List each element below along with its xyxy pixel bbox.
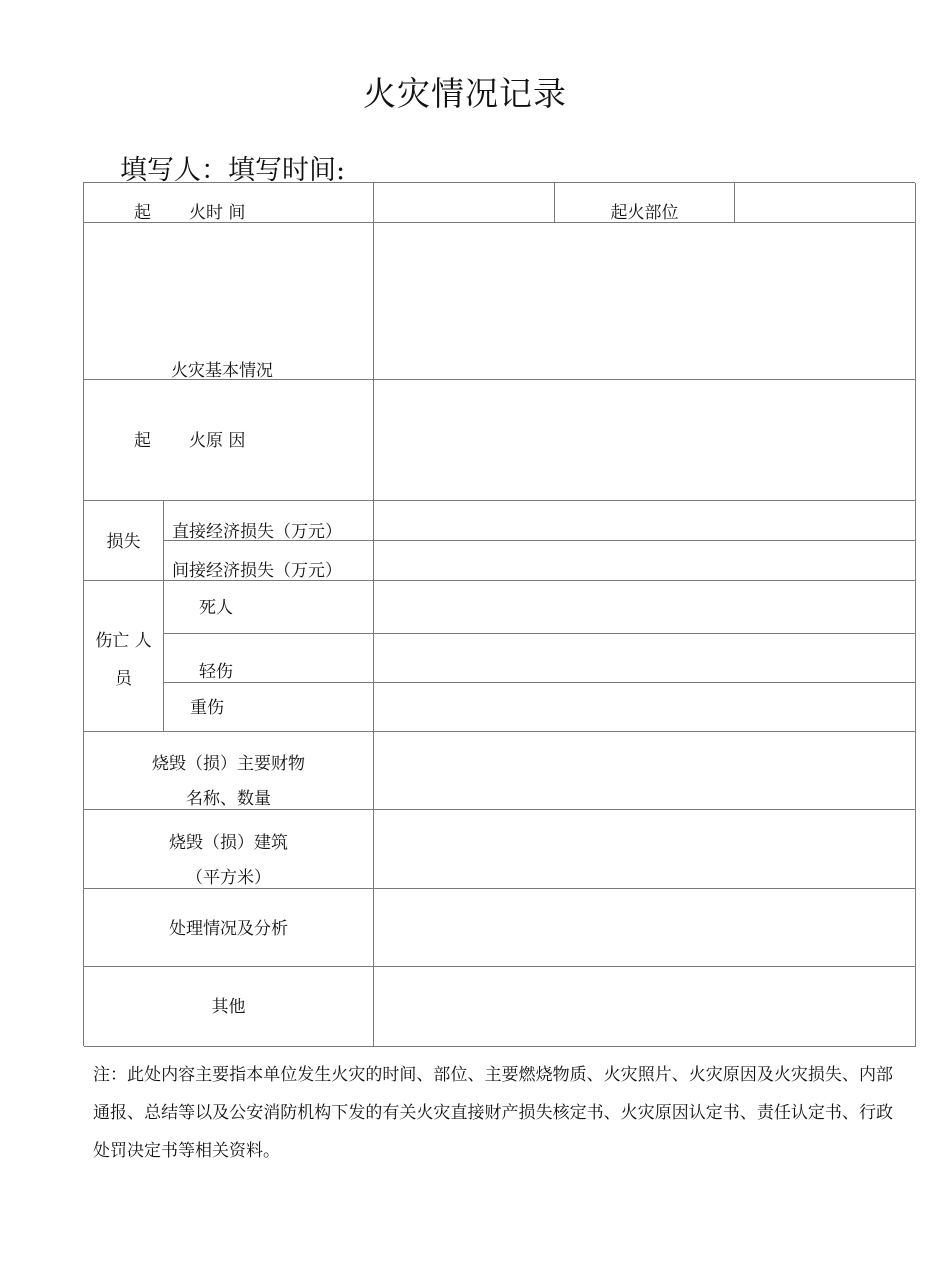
fire-time-label-b: 火时 间 <box>189 203 246 223</box>
building-value-cell[interactable] <box>374 810 916 889</box>
cause-value-cell[interactable] <box>374 380 916 501</box>
cause-label-cell <box>84 380 374 501</box>
property-label-cell <box>84 732 374 810</box>
deaths-label-cell <box>164 581 374 634</box>
minor-injury-label-cell <box>164 634 374 683</box>
other-value-cell[interactable] <box>374 967 916 1047</box>
deaths-value-cell[interactable] <box>374 581 916 634</box>
fire-location-label: 起火部位 <box>610 203 679 223</box>
serious-injury-value-cell[interactable] <box>374 683 916 732</box>
page-title: 火灾情况记录 <box>363 74 567 113</box>
handling-value-cell[interactable] <box>374 889 916 967</box>
basic-info-value-cell[interactable] <box>374 223 916 380</box>
fire-time-value-cell[interactable] <box>374 183 555 223</box>
building-label-line2: （平方米） <box>186 868 271 888</box>
casualties-label-line1: 伤亡 人 <box>95 631 152 651</box>
building-label-line1: 烧毁（损）建筑 <box>169 833 288 853</box>
minor-injury-value-cell[interactable] <box>374 634 916 683</box>
other-label: 其他 <box>211 997 246 1017</box>
deaths-label: 死人 <box>199 598 233 618</box>
filler-info-line: 填写人：填写时间: <box>120 155 346 186</box>
serious-injury-label-cell <box>164 683 374 732</box>
minor-injury-label: 轻伤 <box>199 662 233 682</box>
other-label-cell <box>84 967 374 1047</box>
casualties-label-line2: 员 <box>115 669 132 689</box>
handling-label: 处理情况及分析 <box>169 919 288 939</box>
fire-record-table <box>83 182 915 1046</box>
indirect-loss-label-cell <box>164 541 374 581</box>
fire-time-label-a: 起 <box>134 203 151 223</box>
serious-injury-label: 重伤 <box>190 698 224 718</box>
indirect-loss-label: 间接经济损失（万元） <box>172 561 342 581</box>
property-value-cell[interactable] <box>374 732 916 810</box>
building-label-cell <box>84 810 374 889</box>
property-label-line1: 烧毁（损）主要财物 <box>152 754 305 774</box>
direct-loss-label: 直接经济损失（万元） <box>172 522 342 542</box>
fire-time-label-cell <box>84 183 374 223</box>
cause-label-a: 起 <box>134 431 151 451</box>
handling-label-cell <box>84 889 374 967</box>
basic-info-label-cell <box>84 223 374 380</box>
loss-label-cell <box>84 501 164 581</box>
direct-loss-label-cell <box>164 501 374 541</box>
direct-loss-value-cell[interactable] <box>374 501 916 541</box>
fire-location-value-cell[interactable] <box>735 183 916 223</box>
property-label-line2: 名称、数量 <box>186 789 271 809</box>
cause-label-b: 火原 因 <box>189 431 246 451</box>
footnote: 注：此处内容主要指本单位发生火灾的时间、部位、主要燃烧物质、火灾照片、火灾原因及火灾损失、内部通报、总结等以及公安消防机构下发的有关火灾直接财产损失核定书、火灾原因认定书、责任认定书、行政处罚决定书等相关资料。 <box>93 1065 893 1161</box>
loss-label: 损失 <box>106 532 141 552</box>
basic-info-label: 火灾基本情况 <box>171 361 273 381</box>
indirect-loss-value-cell[interactable] <box>374 541 916 581</box>
fire-location-label-cell <box>555 183 735 223</box>
casualties-label-cell <box>84 581 164 732</box>
